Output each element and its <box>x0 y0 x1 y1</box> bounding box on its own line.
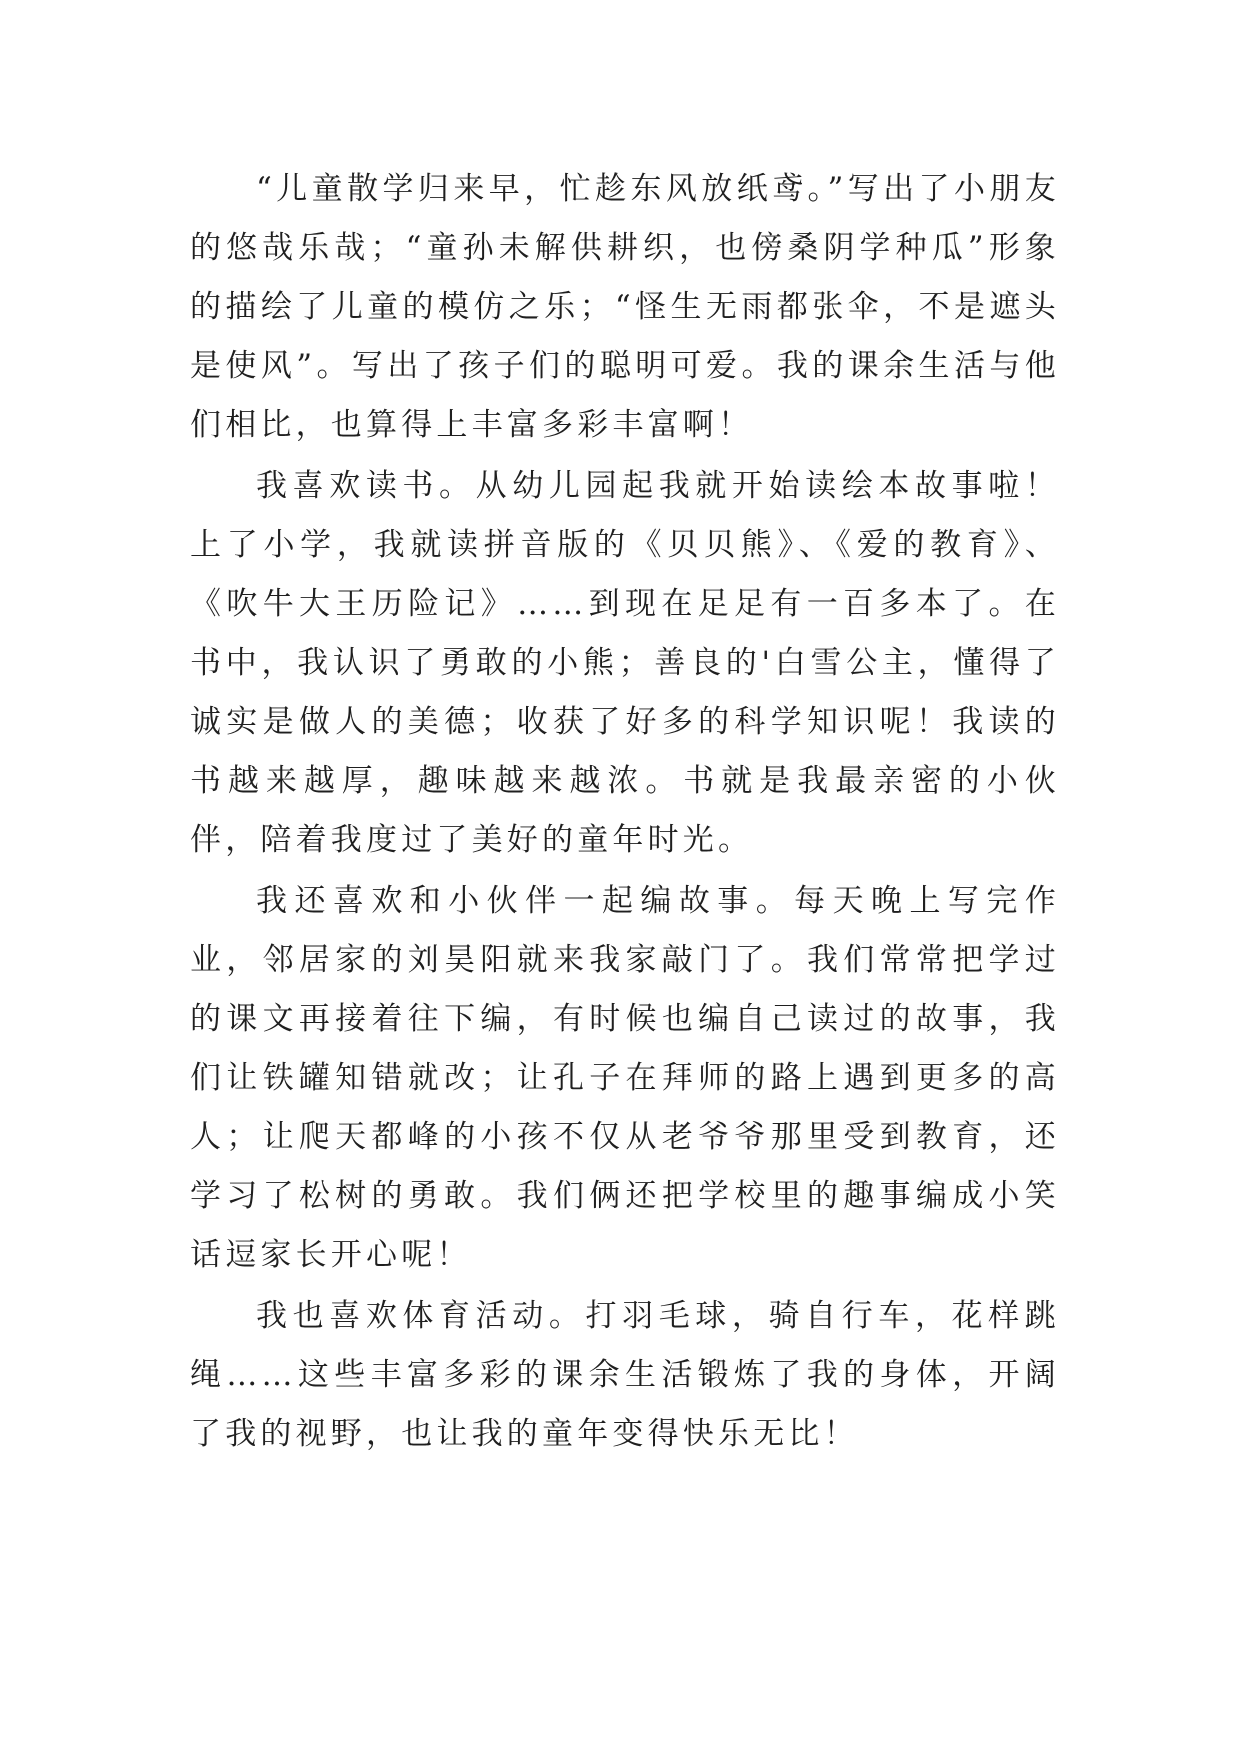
paragraph-storytelling: 我还喜欢和小伙伴一起编故事。每天晚上写完作业，邻居家的刘昊阳就来我家敲门了。我们常常把学过的课文再接着往下编，有时候也编自己读过的故事，我们让铁罐知错就改；让孔子在拜师的路上遇到更多的高人；让爬天都峰的小孩不仅从老爷爷那里受到教育，还学习了松树的勇敢。我们俩还把学校里的趣事编成小笑话逗家长开心呢！ <box>190 883 1060 1273</box>
paragraph-reading: 我喜欢读书。从幼儿园起我就开始读绘本故事啦！上了小学，我就读拼音版的《贝贝熊》、《爱的教育》、《吹牛大王历险记》……到现在足足有一百多本了。在书中，我认识了勇敢的小熊；善良的'白雪公主，懂得了诚实是做人的美德；收获了好多的科学知识呢！我读的书越来越厚，趣味越来越浓。书就是我最亲密的小伙伴，陪着我度过了美好的童年时光。 <box>190 468 1060 858</box>
essay-body <box>190 160 1060 1464</box>
paragraph-intro: “儿童散学归来早，忙趁东风放纸鸢。”写出了小朋友的悠哉乐哉；“童孙未解供耕织，也傍桑阴学种瓜”形象的描绘了儿童的模仿之乐；“怪生无雨都张伞，不是遮头是使风”。写出了孩子们的聪明可爱。我的课余生活与他们相比，也算得上丰富多彩丰富啊！ <box>190 171 1060 443</box>
paragraph-sports: 我也喜欢体育活动。打羽毛球，骑自行车，花样跳绳……这些丰富多彩的课余生活锻炼了我的身体，开阔了我的视野，也让我的童年变得快乐无比！ <box>190 1298 1060 1452</box>
